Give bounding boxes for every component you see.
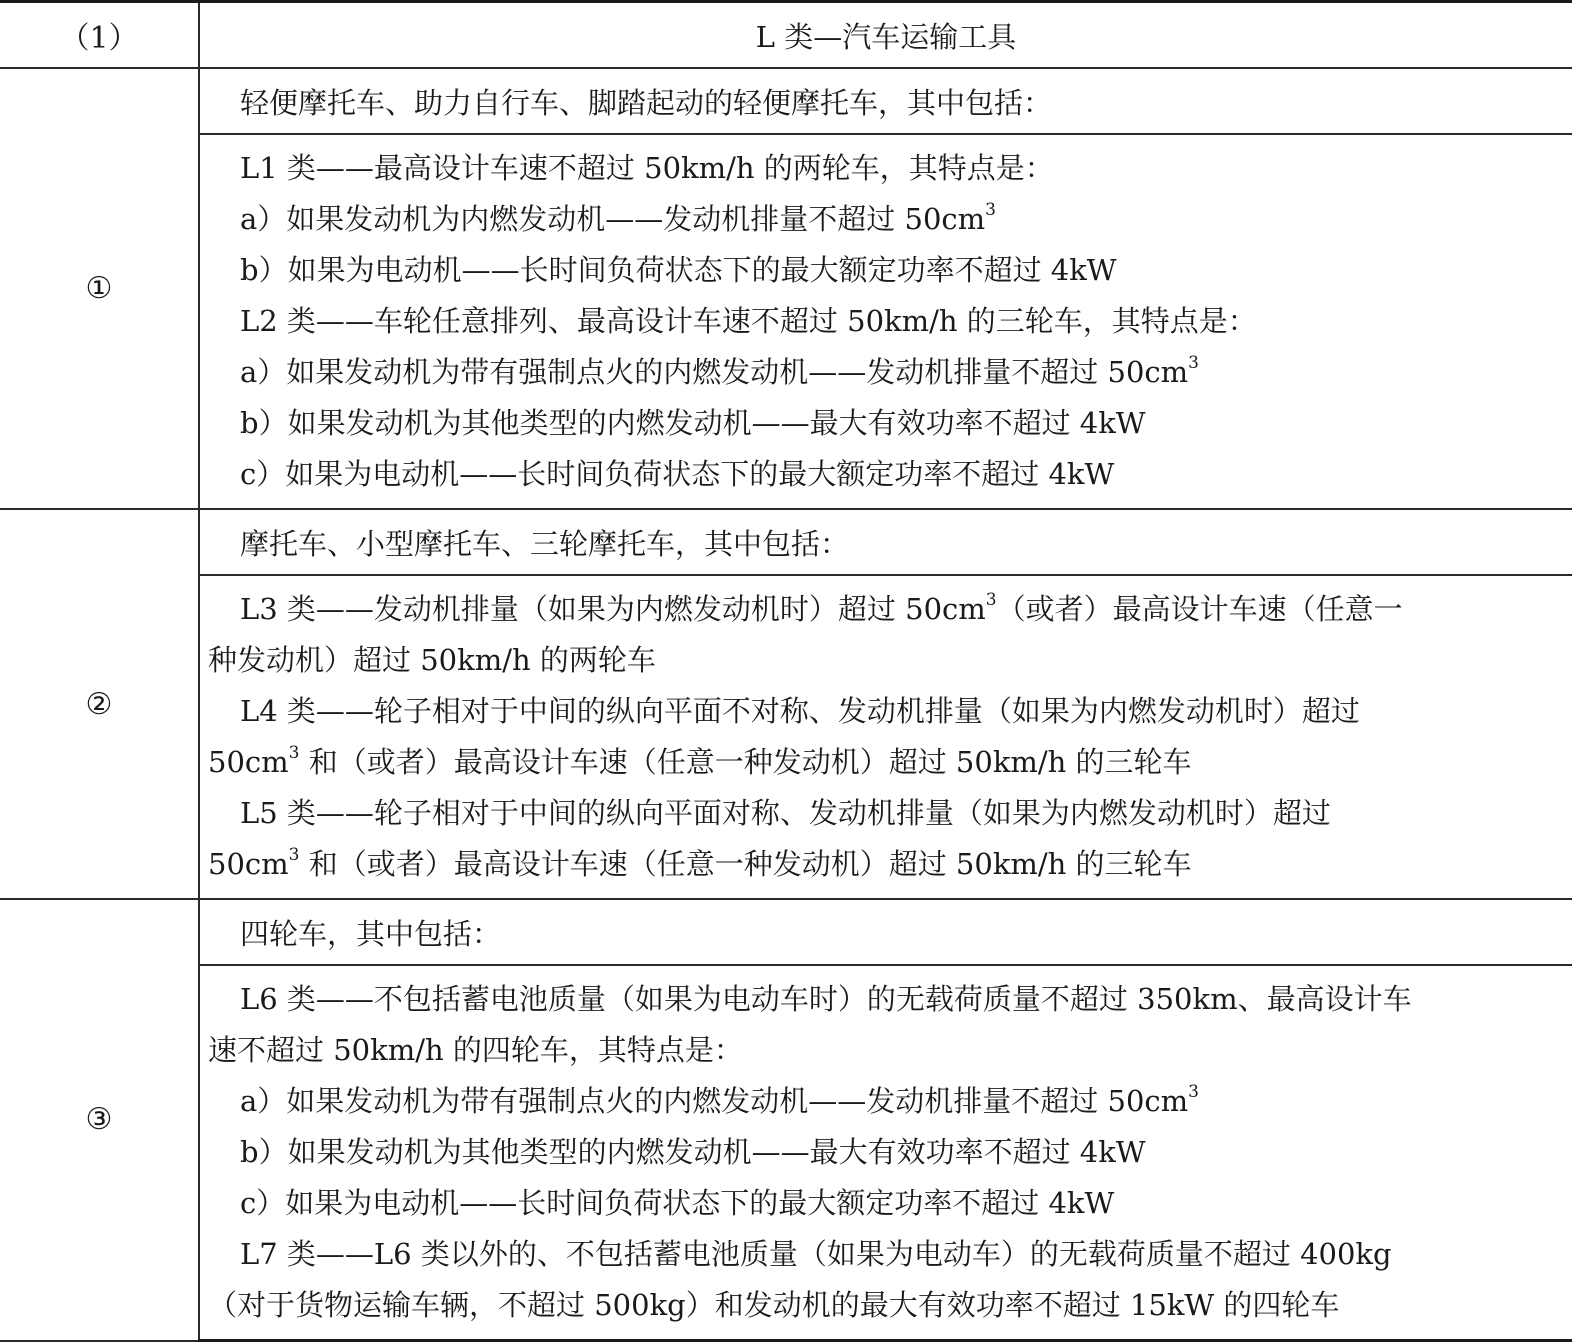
section-2-line-2: 种发动机）超过 50km/h 的两轮车 (208, 643, 656, 677)
section-3-line-6: L7 类——L6 类以外的、不包括蓄电池质量（如果为电动车）的无载荷质量不超过 400kg (240, 1237, 1392, 1271)
section-1-line-7: c）如果为电动机——长时间负荷状态下的最大额定功率不超过 4kW (240, 457, 1115, 491)
section-1-intro: 轻便摩托车、助力自行车、脚踏起动的轻便摩托车，其中包括： (199, 68, 1572, 134)
header-title-cell: L 类—汽车运输工具 (199, 2, 1572, 69)
section-1-number: ① (0, 68, 199, 509)
section-2-intro: 摩托车、小型摩托车、三轮摩托车，其中包括： (199, 509, 1572, 575)
section-2-line-1: L3 类——发动机排量（如果为内燃发动机时）超过 $50cm^3$（或者）最高设计车速（任意一 (240, 590, 1403, 626)
section-2-line-5: L5 类——轮子相对于中间的纵向平面对称、发动机排量（如果为内燃发动机时）超过 (240, 796, 1331, 830)
section-1-body-row (0, 134, 1572, 509)
section-3-line-3: a）如果发动机为带有强制点火的内燃发动机——发动机排量不超过 $50cm^3$ (240, 1082, 1199, 1118)
section-3-intro-row (0, 899, 1572, 965)
section-3-line-7: （对于货物运输车辆，不超过 500kg）和发动机的最大有效功率不超过 15kW 的四轮车 (208, 1288, 1340, 1322)
section-1-line-5: a）如果发动机为带有强制点火的内燃发动机——发动机排量不超过 $50cm^3$ (240, 353, 1199, 389)
section-1-line-1: L1 类——最高设计车速不超过 50km/h 的两轮车，其特点是： (240, 151, 1054, 185)
section-3-body-row (0, 965, 1572, 1341)
section-1-line-4: L2 类——车轮任意排列、最高设计车速不超过 50km/h 的三轮车，其特点是： (240, 304, 1257, 338)
section-2-line-6: $50cm^3$ 和（或者）最高设计车速（任意一种发动机）超过 50km/h 的三轮车 (208, 845, 1192, 881)
section-2-body-row (0, 575, 1572, 899)
section-1-line-6: b）如果发动机为其他类型的内燃发动机——最大有效功率不超过 4kW (240, 406, 1146, 440)
section-1-body (199, 134, 1572, 509)
table-header-row (0, 2, 1572, 69)
section-2-body (199, 575, 1572, 899)
section-1-line-2: a）如果发动机为内燃发动机——发动机排量不超过 $50cm^3$ (240, 200, 996, 236)
header-number-cell: （1） (0, 2, 199, 69)
section-2-line-4: $50cm^3$ 和（或者）最高设计车速（任意一种发动机）超过 50km/h 的三轮车 (208, 743, 1192, 779)
section-3-line-2: 速不超过 50km/h 的四轮车，其特点是： (208, 1033, 743, 1067)
section-2-line-3: L4 类——轮子相对于中间的纵向平面不对称、发动机排量（如果为内燃发动机时）超过 (240, 694, 1360, 728)
section-2-intro-row (0, 509, 1572, 575)
section-3-body (199, 965, 1572, 1341)
section-2-number: ② (0, 509, 199, 899)
section-3-line-4: b）如果发动机为其他类型的内燃发动机——最大有效功率不超过 4kW (240, 1135, 1146, 1169)
section-3-number: ③ (0, 899, 199, 1341)
section-3-line-5: c）如果为电动机——长时间负荷状态下的最大额定功率不超过 4kW (240, 1186, 1115, 1220)
section-3-intro: 四轮车，其中包括： (199, 899, 1572, 965)
section-1-line-3: b）如果为电动机——长时间负荷状态下的最大额定功率不超过 4kW (240, 253, 1117, 287)
section-3-line-1: L6 类——不包括蓄电池质量（如果为电动车时）的无载荷质量不超过 350km、最高设计车 (240, 982, 1412, 1016)
section-1-intro-row (0, 68, 1572, 134)
